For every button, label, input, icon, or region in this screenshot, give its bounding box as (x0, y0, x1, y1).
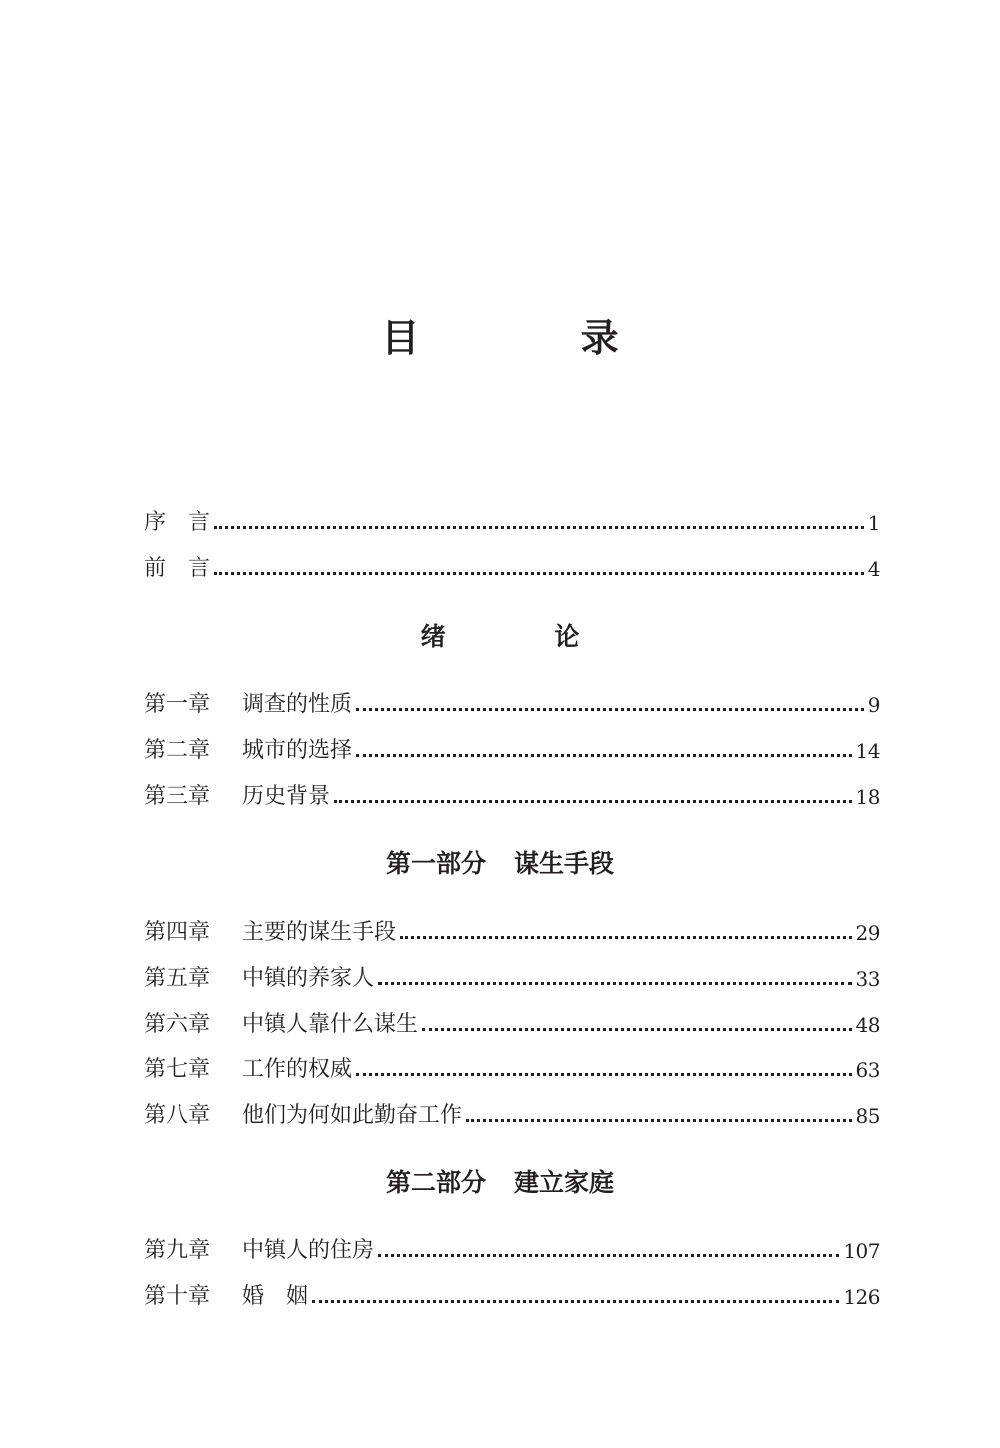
page-number: 63 (855, 1058, 880, 1082)
toc-entry-chapter-9[interactable] (144, 1234, 880, 1266)
part-title: 建立家庭 (514, 1168, 615, 1197)
page-number: 33 (855, 967, 880, 991)
page-number: 29 (855, 921, 880, 945)
page-number: 85 (855, 1104, 880, 1128)
dot-leader (356, 1073, 852, 1076)
entry-label: 前 言 (144, 556, 211, 581)
dot-leader (214, 572, 864, 575)
section-heading-part-1 (0, 847, 1000, 881)
toc-entry-chapter-3[interactable] (144, 780, 880, 812)
page-number: 48 (855, 1013, 880, 1037)
chapter-title: 中镇人的住房 (242, 1238, 375, 1263)
page-number: 9 (867, 693, 880, 717)
dot-leader (334, 800, 852, 803)
part-number: 第二部分 (385, 1168, 486, 1197)
dot-leader (378, 982, 852, 985)
chapter-number: 第十章 (144, 1284, 211, 1309)
dot-leader (378, 1254, 839, 1257)
chapter-title: 婚 姻 (242, 1284, 309, 1309)
chapter-title: 中镇人靠什么谋生 (242, 1012, 419, 1037)
toc-entry-chapter-8[interactable] (144, 1099, 880, 1131)
toc-entry-chapter-10[interactable] (144, 1280, 880, 1312)
dot-leader (400, 936, 852, 939)
page-number: 18 (855, 785, 880, 809)
page-number: 107 (843, 1239, 880, 1263)
chapter-title: 工作的权威 (242, 1057, 353, 1082)
entry-label: 序 言 (144, 510, 211, 535)
page-title: 目 录 (381, 316, 693, 360)
toc-entry-preface[interactable] (144, 506, 880, 538)
dot-leader (356, 754, 852, 757)
chapter-number: 第六章 (144, 1012, 211, 1037)
chapter-title: 历史背景 (242, 784, 331, 809)
chapter-number: 第八章 (144, 1103, 211, 1128)
page-number: 14 (855, 739, 880, 763)
chapter-number: 第七章 (144, 1057, 211, 1082)
chapter-title: 主要的谋生手段 (242, 920, 397, 945)
chapter-title: 城市的选择 (242, 738, 353, 763)
chapter-title: 中镇的养家人 (242, 966, 375, 991)
part-title: 谋生手段 (514, 849, 615, 878)
toc-entry-chapter-5[interactable] (144, 962, 880, 994)
chapter-title: 他们为何如此勤奋工作 (242, 1103, 463, 1128)
toc-entry-chapter-7[interactable] (144, 1053, 880, 1085)
dot-leader (466, 1119, 852, 1122)
dot-leader (312, 1300, 839, 1303)
chapter-number: 第一章 (144, 692, 211, 717)
chapter-number: 第九章 (144, 1238, 211, 1263)
section-heading-part-2 (0, 1166, 1000, 1200)
toc-entry-chapter-4[interactable] (144, 916, 880, 948)
chapter-number: 第四章 (144, 920, 211, 945)
chapter-number: 第二章 (144, 738, 211, 763)
toc-entry-chapter-6[interactable] (144, 1008, 880, 1040)
part-number: 第一部分 (385, 849, 486, 878)
dot-leader (422, 1028, 852, 1031)
page-number: 1 (867, 511, 880, 535)
page-number: 126 (843, 1285, 880, 1309)
section-heading-introduction: 绪 论 (420, 622, 630, 651)
page-number: 4 (867, 557, 880, 581)
dot-leader (214, 526, 864, 529)
dot-leader (356, 708, 864, 711)
chapter-number: 第五章 (144, 966, 211, 991)
chapter-number: 第三章 (144, 784, 211, 809)
toc-entry-chapter-1[interactable] (144, 688, 880, 720)
toc-entry-chapter-2[interactable] (144, 734, 880, 766)
chapter-title: 调查的性质 (242, 692, 353, 717)
toc-entry-foreword[interactable] (144, 552, 880, 584)
